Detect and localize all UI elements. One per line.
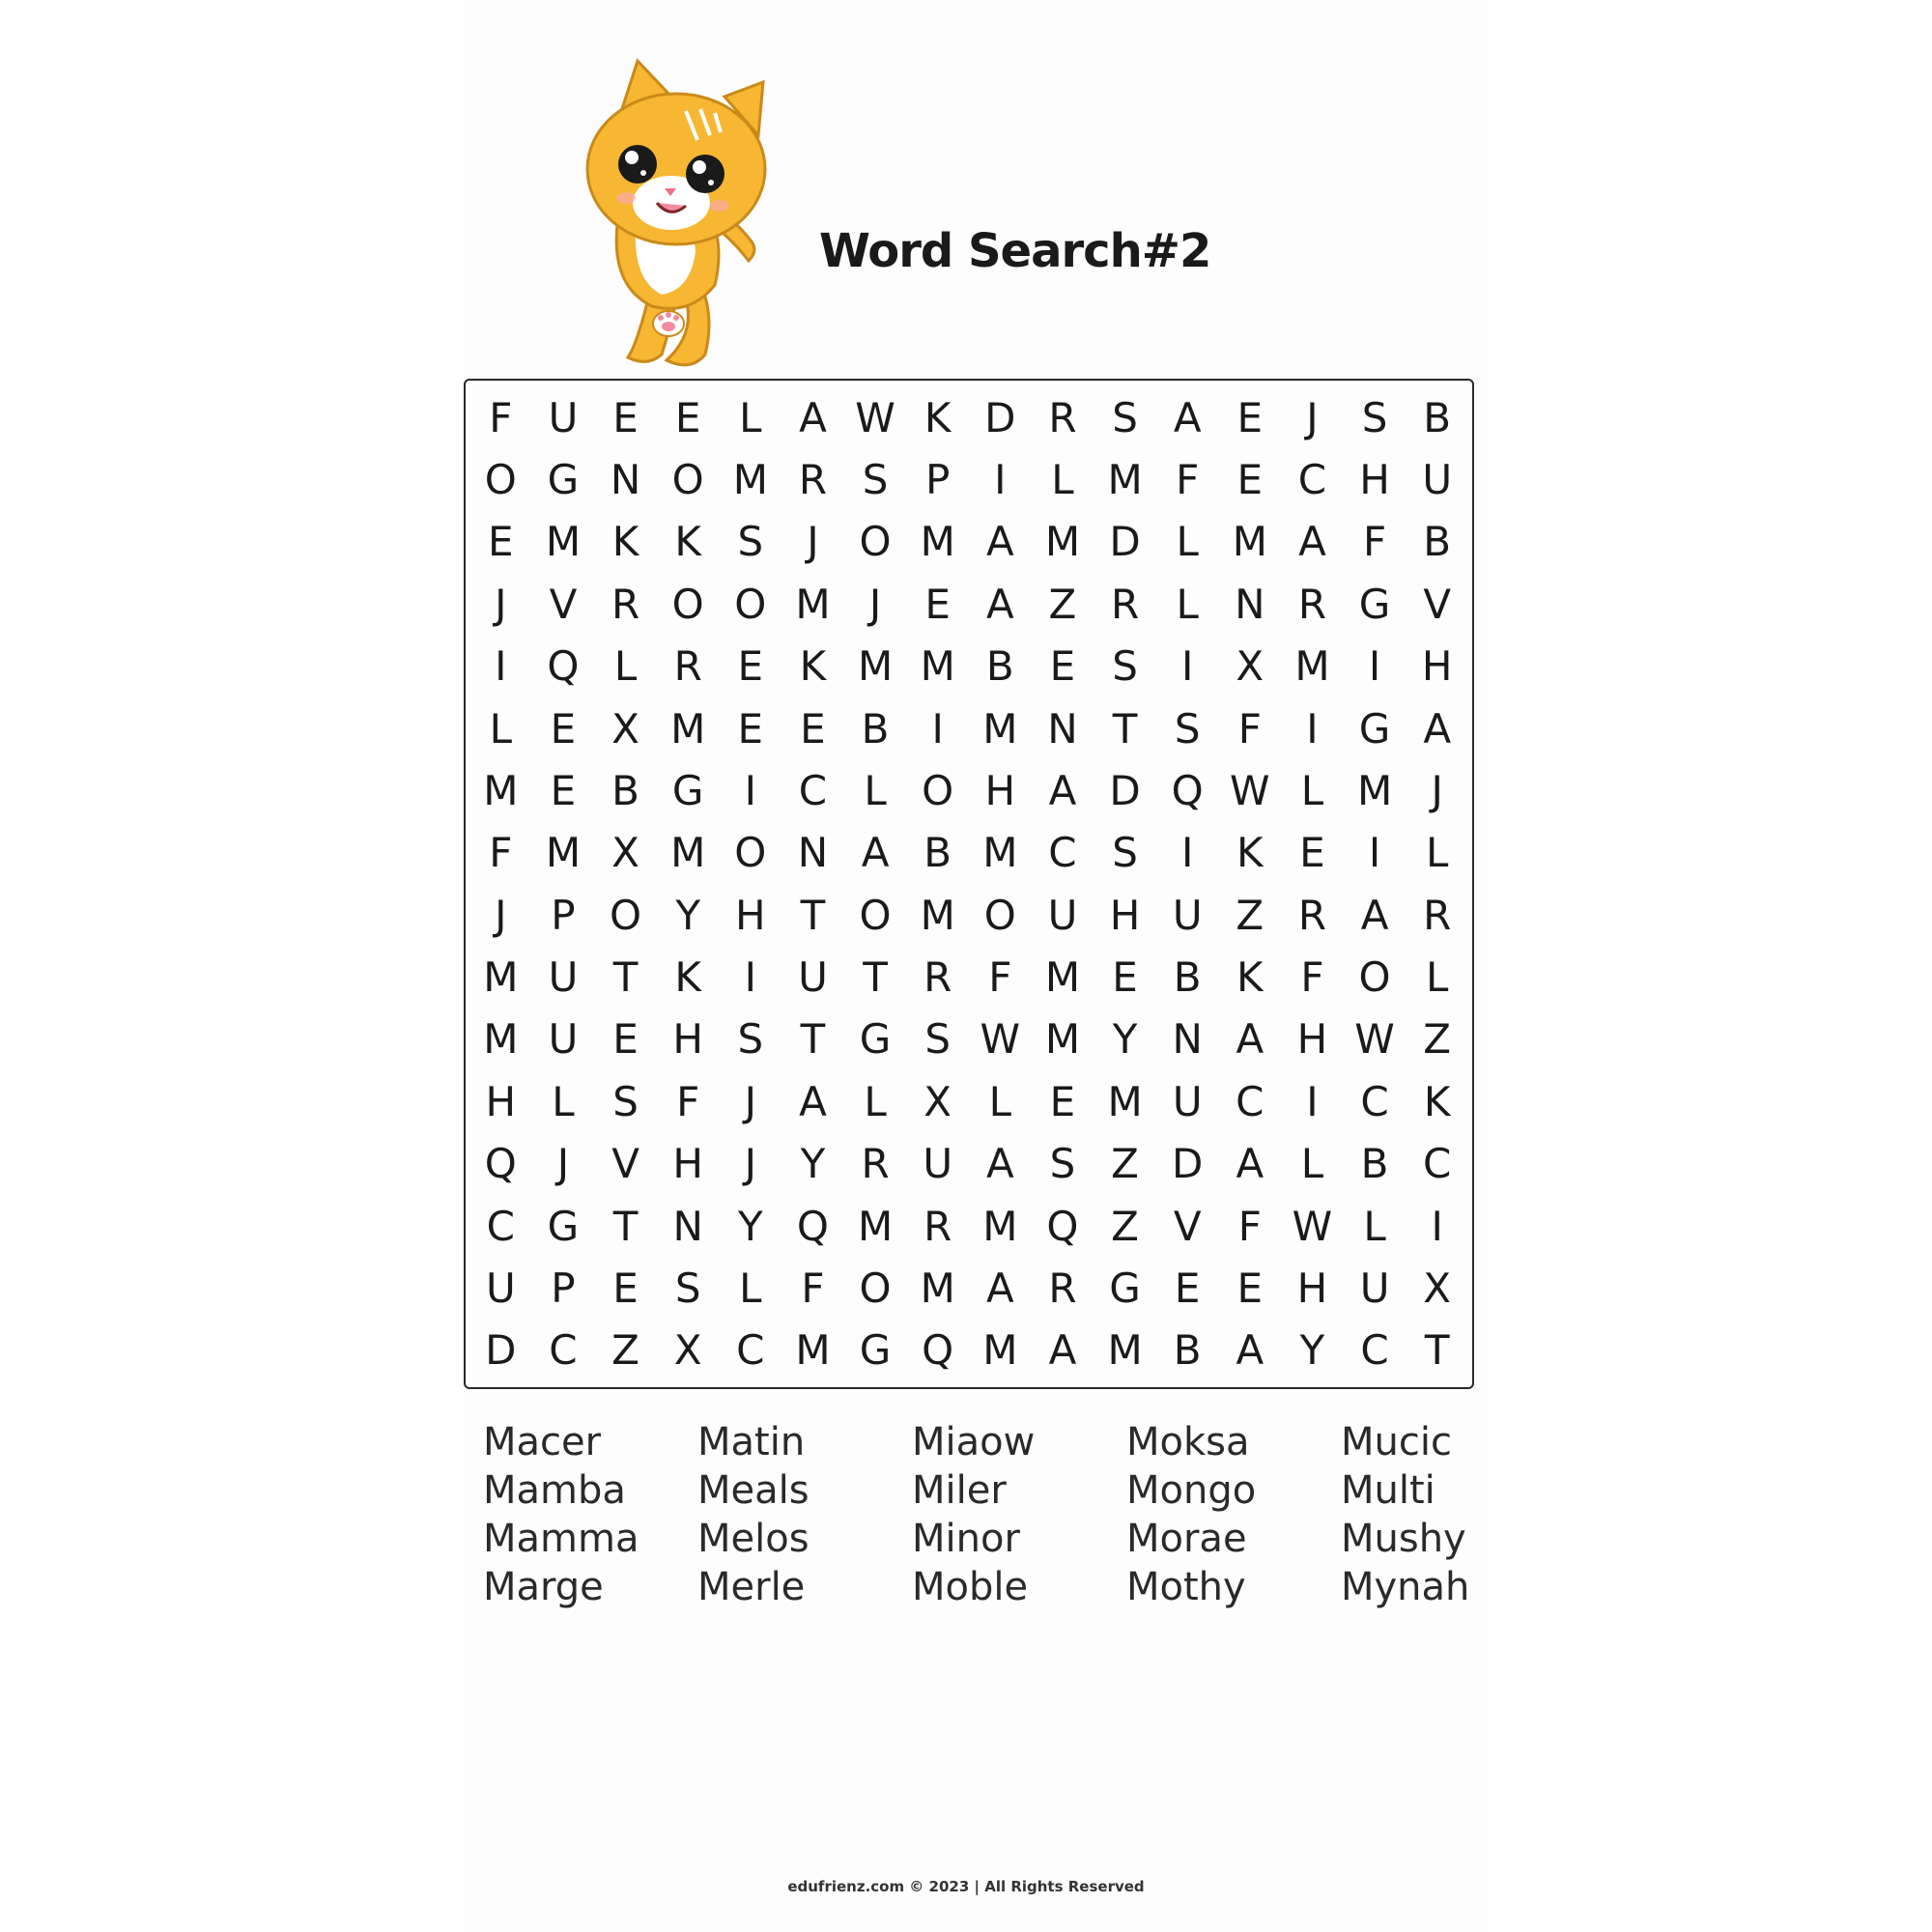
word-list-item: Morae	[1126, 1517, 1247, 1561]
grid-letter[interactable]: V	[549, 580, 578, 628]
grid-letter[interactable]: S	[1361, 393, 1388, 441]
grid-letter[interactable]: A	[1236, 1015, 1264, 1064]
grid-letter[interactable]: J	[495, 891, 507, 939]
word-list-item: Matin	[697, 1420, 806, 1464]
grid-letter[interactable]: G	[859, 1015, 892, 1064]
grid-letter[interactable]: R	[1048, 393, 1077, 441]
grid-letter[interactable]: K	[674, 953, 701, 1002]
grid-letter[interactable]: R	[923, 1202, 952, 1250]
grid-letter[interactable]: O	[859, 1264, 892, 1312]
grid-letter[interactable]: J	[807, 518, 819, 566]
grid-letter[interactable]: M	[1232, 518, 1267, 566]
grid-letter[interactable]: S	[612, 1077, 639, 1125]
grid-letter[interactable]: T	[612, 953, 639, 1002]
grid-letter[interactable]: U	[1172, 891, 1203, 939]
grid-letter[interactable]: J	[1306, 393, 1319, 441]
grid-letter[interactable]: C	[1423, 1140, 1452, 1188]
grid-letter[interactable]: W	[980, 1015, 1021, 1064]
grid-letter[interactable]: T	[1424, 1326, 1450, 1375]
grid-letter[interactable]: O	[484, 456, 517, 504]
word-list-item: Melos	[697, 1517, 810, 1561]
grid-letter[interactable]: H	[672, 1140, 703, 1188]
grid-letter[interactable]: D	[1109, 766, 1141, 814]
grid-letter[interactable]: N	[1235, 580, 1265, 628]
word-list-item: Macer	[483, 1420, 602, 1464]
grid-letter[interactable]: A	[1423, 704, 1452, 753]
grid-letter[interactable]: E	[1236, 456, 1264, 504]
grid-letter[interactable]: A	[1048, 766, 1077, 814]
grid-letter[interactable]: S	[737, 518, 764, 566]
grid-letter[interactable]: B	[1173, 953, 1202, 1002]
grid-letter[interactable]: O	[922, 766, 954, 814]
grid-letter[interactable]: H	[1296, 1015, 1328, 1064]
grid-letter[interactable]: U	[798, 953, 828, 1002]
grid-letter[interactable]: M	[483, 1015, 519, 1064]
grid-letter[interactable]: Z	[1423, 1015, 1452, 1064]
word-search-grid	[464, 379, 1474, 1389]
grid-letter[interactable]: A	[1236, 1140, 1264, 1188]
grid-letter[interactable]: H	[735, 891, 766, 939]
grid-letter[interactable]: F	[489, 829, 513, 877]
grid-letter[interactable]: R	[923, 953, 952, 1002]
grid-letter[interactable]: O	[734, 829, 767, 877]
grid-letter[interactable]: I	[744, 766, 756, 814]
grid-letter[interactable]: M	[920, 642, 955, 691]
grid-letter[interactable]: M	[920, 518, 955, 566]
grid-letter[interactable]: M	[545, 829, 582, 877]
word-list-item: Mothy	[1126, 1565, 1246, 1609]
grid-letter[interactable]: L	[1300, 766, 1324, 814]
grid-letter[interactable]: E	[737, 704, 764, 753]
grid-letter[interactable]: G	[1358, 580, 1391, 628]
grid-letter[interactable]: E	[1174, 1264, 1201, 1312]
grid-letter[interactable]: G	[1358, 704, 1391, 753]
grid-letter[interactable]: M	[920, 891, 955, 939]
grid-letter[interactable]: M	[857, 1202, 894, 1250]
grid-letter[interactable]: F	[1362, 518, 1387, 566]
grid-letter[interactable]: F	[489, 393, 513, 441]
grid-letter[interactable]: L	[1300, 1140, 1324, 1188]
grid-letter[interactable]: L	[1425, 953, 1449, 1002]
word-list-item: Multi	[1341, 1468, 1435, 1513]
grid-letter[interactable]: H	[485, 1077, 517, 1125]
grid-letter[interactable]: B	[1423, 518, 1452, 566]
grid-letter[interactable]: E	[1049, 642, 1076, 691]
grid-letter[interactable]: S	[1112, 393, 1138, 441]
grid-letter[interactable]: I	[1306, 704, 1319, 753]
grid-letter[interactable]: C	[798, 766, 828, 814]
grid-letter[interactable]: U	[1172, 1077, 1203, 1125]
grid-letter[interactable]: R	[673, 642, 702, 691]
copyright-footer: edufrienz.com © 2023 | All Rights Reserved	[787, 1878, 1145, 1895]
grid-letter[interactable]: K	[923, 393, 952, 441]
grid-letter[interactable]: U	[1359, 1264, 1390, 1312]
grid-letter[interactable]: H	[1359, 456, 1390, 504]
grid-letter[interactable]: T	[800, 891, 826, 939]
grid-letter[interactable]: S	[1174, 704, 1201, 753]
grid-letter[interactable]: X	[1423, 1264, 1452, 1312]
grid-letter[interactable]: R	[1110, 580, 1140, 628]
grid-letter[interactable]: E	[612, 1264, 639, 1312]
grid-letter[interactable]: R	[798, 456, 828, 504]
grid-letter[interactable]: I	[1306, 1077, 1319, 1125]
grid-letter[interactable]: M	[1294, 642, 1330, 691]
grid-letter[interactable]: O	[610, 891, 642, 939]
grid-letter[interactable]: O	[859, 518, 892, 566]
grid-letter[interactable]: Z	[1236, 891, 1264, 939]
grid-letter[interactable]: R	[1297, 891, 1327, 939]
grid-letter[interactable]: L	[1425, 829, 1449, 877]
grid-letter[interactable]: F	[988, 953, 1012, 1002]
grid-letter[interactable]: I	[1180, 829, 1194, 877]
grid-letter[interactable]: W	[1354, 1015, 1395, 1064]
grid-letter[interactable]: U	[923, 1140, 953, 1188]
grid-letter[interactable]: N	[1172, 1015, 1203, 1064]
grid-letter[interactable]: A	[1048, 1326, 1077, 1375]
grid-letter[interactable]: X	[673, 1326, 702, 1375]
grid-letter[interactable]: E	[612, 1015, 639, 1064]
grid-letter[interactable]: V	[1173, 1202, 1202, 1250]
grid-letter[interactable]: M	[795, 1326, 831, 1375]
grid-letter[interactable]: Y	[737, 1202, 763, 1250]
grid-letter[interactable]: S	[737, 1015, 764, 1064]
grid-letter[interactable]: Y	[675, 891, 701, 939]
word-list-item: Mucic	[1341, 1420, 1452, 1464]
grid-letter[interactable]: Q	[547, 642, 580, 691]
grid-letter[interactable]: V	[1423, 580, 1452, 628]
word-list-item: Moble	[912, 1565, 1029, 1609]
grid-letter[interactable]: X	[611, 704, 639, 753]
grid-letter[interactable]: Z	[611, 1326, 639, 1375]
grid-letter[interactable]: A	[985, 580, 1014, 628]
word-list-item: Minor	[912, 1517, 1020, 1561]
word-list-item: Mynah	[1341, 1565, 1470, 1609]
grid-letter[interactable]: G	[671, 766, 704, 814]
grid-letter[interactable]: A	[1236, 1326, 1264, 1375]
grid-letter[interactable]: T	[1112, 704, 1138, 753]
grid-letter[interactable]: C	[1048, 829, 1077, 877]
grid-letter[interactable]: S	[1049, 1140, 1076, 1188]
grid-letter[interactable]: A	[861, 829, 890, 877]
grid-letter[interactable]: H	[1421, 642, 1453, 691]
grid-letter[interactable]: F	[1176, 456, 1200, 504]
grid-letter[interactable]: J	[744, 1140, 756, 1188]
grid-letter[interactable]: Y	[800, 1140, 826, 1188]
grid-letter[interactable]: L	[864, 1077, 887, 1125]
grid-letter[interactable]: B	[1360, 1140, 1389, 1188]
grid-letter[interactable]: L	[739, 1264, 762, 1312]
grid-letter[interactable]: S	[862, 456, 889, 504]
grid-letter[interactable]: G	[547, 1202, 580, 1250]
grid-letter[interactable]: B	[923, 829, 952, 877]
grid-letter[interactable]: E	[550, 766, 577, 814]
grid-letter[interactable]: E	[674, 393, 701, 441]
grid-letter[interactable]: E	[1049, 1077, 1076, 1125]
grid-letter[interactable]: X	[923, 1077, 952, 1125]
grid-letter[interactable]: N	[1047, 704, 1078, 753]
grid-letter[interactable]: O	[734, 580, 767, 628]
grid-letter[interactable]: C	[1236, 1077, 1264, 1125]
grid-letter[interactable]: N	[672, 1202, 703, 1250]
grid-letter[interactable]: M	[670, 829, 706, 877]
grid-letter[interactable]: L	[864, 766, 887, 814]
grid-letter[interactable]: C	[549, 1326, 578, 1375]
grid-letter[interactable]: T	[800, 1015, 826, 1064]
grid-letter[interactable]: I	[1368, 829, 1381, 877]
grid-letter[interactable]: L	[988, 1077, 1012, 1125]
grid-letter[interactable]: Z	[1111, 1202, 1139, 1250]
grid-letter[interactable]: M	[920, 1264, 955, 1312]
grid-letter[interactable]: K	[1423, 1077, 1451, 1125]
grid-letter[interactable]: O	[859, 891, 892, 939]
grid-letter[interactable]: T	[863, 953, 888, 1002]
grid-letter[interactable]: M	[1044, 1015, 1081, 1064]
grid-letter[interactable]: X	[1236, 642, 1264, 691]
word-list-item: Mamma	[483, 1517, 639, 1561]
word-list-item: Mamba	[483, 1468, 626, 1513]
grid-letter[interactable]: A	[1360, 891, 1389, 939]
grid-letter[interactable]: E	[924, 580, 951, 628]
grid-letter[interactable]: S	[1112, 642, 1138, 691]
grid-letter[interactable]: C	[1360, 1077, 1389, 1125]
grid-letter[interactable]: D	[1109, 518, 1141, 566]
grid-letter[interactable]: D	[984, 393, 1016, 441]
grid-letter[interactable]: E	[550, 704, 577, 753]
grid-letter[interactable]: Q	[1171, 766, 1204, 814]
grid-letter[interactable]: E	[612, 393, 639, 441]
grid-letter[interactable]: U	[1047, 891, 1078, 939]
grid-letter[interactable]: K	[1236, 953, 1264, 1002]
grid-letter[interactable]: Z	[1111, 1140, 1139, 1188]
grid-letter[interactable]: J	[868, 580, 882, 628]
grid-letter[interactable]: B	[861, 704, 890, 753]
grid-letter[interactable]: C	[1297, 456, 1327, 504]
grid-letter[interactable]: L	[1051, 456, 1074, 504]
grid-letter[interactable]: A	[985, 518, 1014, 566]
grid-letter[interactable]: I	[1431, 1202, 1443, 1250]
grid-letter[interactable]: E	[1112, 953, 1138, 1002]
grid-letter[interactable]: I	[1180, 642, 1194, 691]
grid-letter[interactable]: W	[855, 393, 895, 441]
grid-letter[interactable]: S	[674, 1264, 701, 1312]
grid-letter[interactable]: E	[1299, 829, 1325, 877]
grid-letter[interactable]: Z	[1048, 580, 1077, 628]
grid-letter[interactable]: A	[799, 393, 827, 441]
grid-letter[interactable]: P	[551, 1264, 576, 1312]
grid-letter[interactable]: I	[744, 953, 756, 1002]
grid-letter[interactable]: U	[548, 393, 579, 441]
word-list-item: Miler	[912, 1468, 1007, 1513]
grid-letter[interactable]: J	[556, 1140, 570, 1188]
word-list-item: Miaow	[912, 1420, 1036, 1464]
grid-letter[interactable]: J	[744, 1077, 756, 1125]
grid-letter[interactable]: O	[671, 580, 704, 628]
grid-letter[interactable]: M	[982, 1202, 1018, 1250]
grid-letter[interactable]: N	[797, 829, 829, 877]
grid-letter[interactable]: Y	[1112, 1015, 1138, 1064]
grid-letter[interactable]: J	[1431, 766, 1443, 814]
grid-letter[interactable]: O	[1358, 953, 1391, 1002]
grid-letter[interactable]: L	[1176, 518, 1199, 566]
grid-letter[interactable]: M	[545, 518, 582, 566]
grid-letter[interactable]: M	[732, 456, 768, 504]
word-list-item: Moksa	[1126, 1420, 1250, 1464]
grid-letter[interactable]: I	[994, 456, 1007, 504]
word-list-item: Merle	[697, 1565, 806, 1609]
grid-letter[interactable]: G	[859, 1326, 892, 1375]
grid-letter[interactable]: M	[857, 642, 894, 691]
grid-letter[interactable]: M	[1044, 953, 1081, 1002]
grid-letter[interactable]: F	[1300, 953, 1324, 1002]
grid-letter[interactable]: R	[1048, 1264, 1077, 1312]
grid-letter[interactable]: H	[672, 1015, 703, 1064]
grid-letter[interactable]: M	[670, 704, 706, 753]
grid-letter[interactable]: T	[612, 1202, 639, 1250]
grid-letter[interactable]: Q	[484, 1140, 517, 1188]
word-list-item: Marge	[483, 1565, 604, 1609]
grid-letter[interactable]: L	[489, 704, 513, 753]
page-title: Word Search#2	[819, 224, 1211, 278]
grid-letter[interactable]: M	[483, 766, 519, 814]
grid-letter[interactable]: K	[799, 642, 827, 691]
grid-letter[interactable]: C	[1360, 1326, 1389, 1375]
grid-letter[interactable]: I	[931, 704, 944, 753]
grid-letter[interactable]: M	[982, 829, 1018, 877]
grid-letter[interactable]: K	[1236, 829, 1264, 877]
grid-letter[interactable]: H	[984, 766, 1016, 814]
grid-letter[interactable]: E	[1236, 1264, 1264, 1312]
grid-letter[interactable]: H	[1109, 891, 1141, 939]
grid-letter[interactable]: E	[800, 704, 826, 753]
grid-letter[interactable]: E	[737, 642, 764, 691]
grid-letter[interactable]: B	[611, 766, 639, 814]
grid-letter[interactable]: V	[611, 1140, 639, 1188]
grid-letter[interactable]: M	[1107, 1326, 1143, 1375]
grid-letter[interactable]: W	[1230, 766, 1270, 814]
grid-letter[interactable]: F	[1237, 1202, 1262, 1250]
grid-letter[interactable]: O	[983, 891, 1016, 939]
grid-letter[interactable]: I	[1368, 642, 1381, 691]
grid-letter[interactable]: L	[739, 393, 762, 441]
grid-letter[interactable]: U	[548, 1015, 579, 1064]
grid-letter[interactable]: R	[611, 580, 640, 628]
word-list-item: Mushy	[1341, 1517, 1466, 1561]
grid-letter[interactable]: I	[495, 642, 507, 691]
grid-letter[interactable]: M	[1044, 518, 1081, 566]
grid-letter[interactable]: G	[547, 456, 580, 504]
grid-letter[interactable]: R	[1423, 891, 1452, 939]
grid-letter[interactable]: F	[1237, 704, 1262, 753]
grid-letter[interactable]: R	[1297, 580, 1327, 628]
grid-letter[interactable]: N	[610, 456, 641, 504]
grid-letter[interactable]: M	[1107, 1077, 1143, 1125]
grid-letter[interactable]: B	[1423, 393, 1452, 441]
grid-letter[interactable]: X	[611, 829, 639, 877]
grid-letter[interactable]: E	[1236, 393, 1264, 441]
grid-letter[interactable]: M	[982, 704, 1018, 753]
grid-letter[interactable]: L	[1363, 1202, 1386, 1250]
grid-letter[interactable]: D	[1172, 1140, 1204, 1188]
grid-letter[interactable]: M	[1107, 456, 1143, 504]
grid-letter[interactable]: Q	[796, 1202, 829, 1250]
grid-letter[interactable]: S	[1112, 829, 1138, 877]
grid-letter[interactable]: Q	[1046, 1202, 1079, 1250]
grid-letter[interactable]: Q	[922, 1326, 954, 1375]
grid-letter[interactable]: O	[671, 456, 704, 504]
grid-letter[interactable]: U	[1422, 456, 1453, 504]
grid-letter[interactable]: E	[488, 518, 514, 566]
grid-letter[interactable]: K	[674, 518, 701, 566]
grid-letter[interactable]: A	[985, 1140, 1014, 1188]
grid-letter[interactable]: J	[495, 580, 507, 628]
grid-letter[interactable]: P	[551, 891, 576, 939]
word-list-item: Meals	[697, 1468, 810, 1513]
grid-letter[interactable]: G	[1109, 1264, 1141, 1312]
grid-letter[interactable]: S	[924, 1015, 952, 1064]
grid-letter[interactable]: B	[985, 642, 1014, 691]
grid-letter[interactable]: K	[611, 518, 639, 566]
grid-letter[interactable]: A	[985, 1264, 1014, 1312]
grid-letter[interactable]: M	[483, 953, 519, 1002]
grid-letter[interactable]: R	[861, 1140, 890, 1188]
grid-letter[interactable]: A	[1298, 518, 1326, 566]
grid-letter[interactable]: Y	[1299, 1326, 1325, 1375]
grid-letter[interactable]: H	[1296, 1264, 1328, 1312]
grid-letter[interactable]: W	[1292, 1202, 1333, 1250]
grid-letter[interactable]: F	[801, 1264, 825, 1312]
grid-letter[interactable]: D	[485, 1326, 517, 1375]
cat-mascot-illustration	[580, 53, 802, 372]
grid-letter[interactable]: C	[486, 1202, 515, 1250]
grid-letter[interactable]: M	[982, 1326, 1018, 1375]
grid-letter[interactable]: F	[676, 1077, 700, 1125]
grid-letter[interactable]: L	[613, 642, 638, 691]
grid-letter[interactable]: B	[1173, 1326, 1202, 1375]
grid-letter[interactable]: A	[1173, 393, 1202, 441]
grid-letter[interactable]: A	[799, 1077, 827, 1125]
word-list	[483, 1418, 1488, 1611]
grid-letter[interactable]: M	[1356, 766, 1393, 814]
grid-letter[interactable]: L	[1176, 580, 1199, 628]
grid-letter[interactable]: P	[925, 456, 951, 504]
grid-letter[interactable]: M	[795, 580, 831, 628]
word-list-item: Mongo	[1126, 1468, 1257, 1513]
grid-letter[interactable]: U	[485, 1264, 516, 1312]
grid-letter[interactable]: U	[548, 953, 579, 1002]
grid-letter[interactable]: C	[736, 1326, 765, 1375]
grid-letter[interactable]: L	[552, 1077, 575, 1125]
